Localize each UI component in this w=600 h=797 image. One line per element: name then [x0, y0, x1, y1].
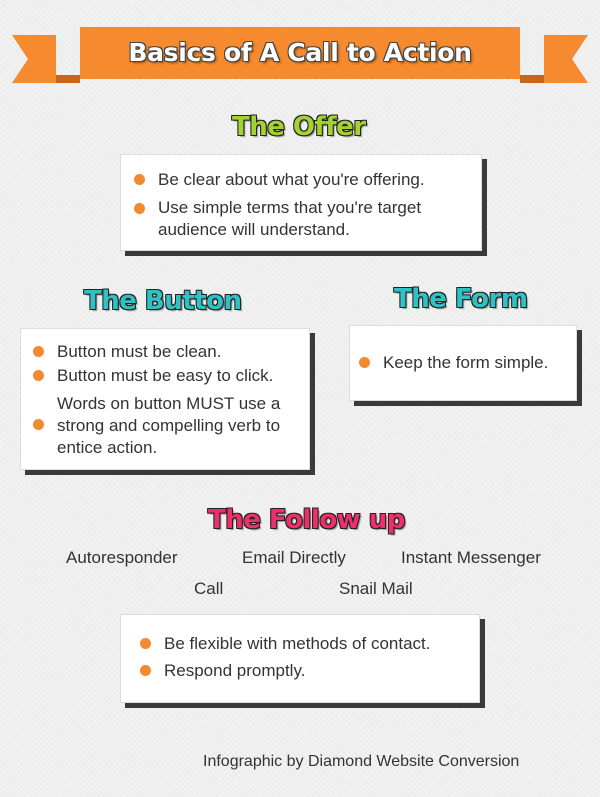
list-item — [33, 393, 308, 459]
bullet-dot-icon — [33, 346, 44, 357]
button-card — [20, 328, 310, 470]
credit-text: Infographic by Diamond Website Conversion — [203, 753, 520, 770]
offer-list — [134, 169, 474, 241]
method-snail-mail: Snail Mail — [339, 579, 413, 598]
bullet-text: Keep the form simple. — [383, 353, 549, 372]
list-item — [140, 660, 475, 682]
list-item — [140, 633, 475, 655]
list-item — [134, 169, 474, 191]
follow-up-heading: The Follow up — [208, 505, 405, 535]
bullet-dot-icon — [134, 203, 145, 214]
list-item — [33, 365, 308, 387]
method-email-directly: Email Directly — [242, 548, 346, 567]
bullet-text: Use simple terms that you're target audience will understand. — [158, 198, 422, 239]
page-title: Basics of A Call to Action — [128, 38, 472, 67]
bullet-dot-icon — [33, 419, 44, 430]
bullet-dot-icon — [33, 370, 44, 381]
button-heading: The Button — [84, 286, 242, 316]
method-autoresponder: Autoresponder — [66, 548, 178, 567]
bullet-text: Be clear about what you're offering. — [158, 170, 425, 189]
list-item — [359, 352, 574, 374]
bullet-dot-icon — [359, 357, 370, 368]
bullet-text: Button must be clean. — [57, 342, 222, 361]
follow-up-list — [140, 633, 475, 682]
bullet-text: Respond promptly. — [164, 661, 306, 680]
bullet-text: Be flexible with methods of contact. — [164, 634, 431, 653]
form-heading: The Form — [394, 284, 528, 314]
button-list — [33, 341, 308, 459]
list-item — [33, 341, 308, 363]
list-item — [134, 197, 474, 241]
title-ribbon — [12, 27, 588, 87]
form-card — [349, 325, 577, 401]
form-list — [359, 352, 574, 374]
method-instant-messenger: Instant Messenger — [401, 548, 541, 567]
offer-heading: The Offer — [232, 112, 366, 142]
method-call: Call — [194, 579, 224, 598]
follow-up-card — [120, 614, 480, 703]
offer-card — [120, 154, 482, 251]
bullet-text: Button must be easy to click. — [57, 366, 274, 385]
bullet-dot-icon — [134, 174, 145, 185]
bullet-text: Words on button MUST use a strong and compelling verb to entice action. — [57, 394, 281, 457]
bullet-dot-icon — [140, 638, 151, 649]
bullet-dot-icon — [140, 665, 151, 676]
